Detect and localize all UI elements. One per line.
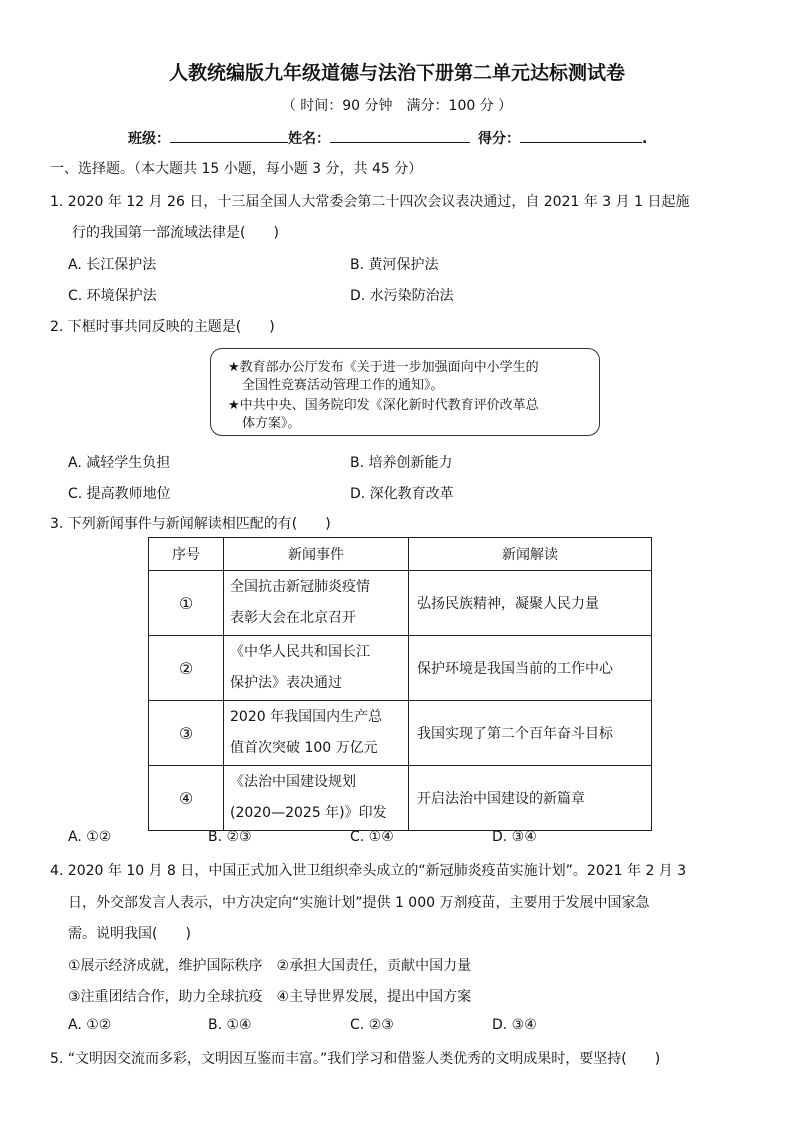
q2-box-line-4: 体方案》。 [242,416,301,431]
event-line-1: 《中华人民共和国长江 [230,644,370,660]
q3-news-table [148,537,652,831]
header-interp: 新闻解读 [409,538,652,571]
q3-stem: 3. 下列新闻事件与新闻解读相匹配的有( ) [50,516,331,532]
row-num: ② [149,636,224,701]
row-interp: 保护环境是我国当前的工作中心 [409,636,652,701]
score-label: 得分： [478,131,520,147]
table-row [149,636,652,701]
q4-option-d[interactable]: D. ③④ [492,1017,537,1033]
row-num: ① [149,571,224,636]
q4-stem-line3: 需。说明我国( ) [68,926,191,942]
q4-option-a[interactable]: A. ①② [68,1017,112,1033]
q2-box-line-2: 全国性竞赛活动管理工作的通知》。 [242,378,444,393]
q1-stem-line1: 1. 2020 年 12 月 26 日，十三届全国人大常委会第二十四次会议表决通过，自 2021 年 3 月 1 日起施 [50,194,690,210]
row-event [224,766,409,831]
event-line-1: 《法治中国建设规划 [230,774,356,790]
q4-stem-line2: 日，外交部发言人表示，中方决定向“实施计划”提供 1 000 万剂疫苗，主要用于发展中国家急 [68,895,650,911]
class-blank[interactable] [170,128,288,143]
event-line-2: (2020—2025 年)》印发 [230,805,387,821]
q2-option-a[interactable]: A. 减轻学生负担 [68,455,171,471]
event-line-2: 保护法》表决通过 [230,675,342,691]
row-num: ③ [149,701,224,766]
q5-stem: 5. “文明因交流而多彩，文明因互鉴而丰富。”我们学习和借鉴人类优秀的文明成果时，要坚持( ) [50,1051,661,1067]
row-interp: 弘扬民族精神，凝聚人民力量 [409,571,652,636]
name-blank[interactable] [330,128,470,143]
q1-option-a[interactable]: A. 长江保护法 [68,257,157,273]
table-header-row [149,538,652,571]
event-line-2: 值首次突破 100 万亿元 [230,740,378,756]
q2-news-box [210,348,600,436]
q1-option-d[interactable]: D. 水污染防治法 [350,288,454,304]
q2-box-line-3: ★中共中央、国务院印发《深化新时代教育评价改革总 [228,398,539,413]
q3-option-b[interactable]: B. ②③ [208,829,252,845]
event-line-2: 表彰大会在北京召开 [230,610,356,626]
exam-title: 人教统编版九年级道德与法治下册第二单元达标测试卷 [168,62,625,84]
end-mark: . [642,131,648,147]
table-row [149,701,652,766]
q2-stem: 2. 下框时事共同反映的主题是( ) [50,319,275,335]
q3-option-d[interactable]: D. ③④ [492,829,537,845]
q1-option-c[interactable]: C. 环境保护法 [68,288,157,304]
row-num: ④ [149,766,224,831]
row-interp: 我国实现了第二个百年奋斗目标 [409,701,652,766]
student-info-row [128,128,647,148]
q3-option-a[interactable]: A. ①② [68,829,112,845]
q3-option-c[interactable]: C. ①④ [350,829,394,845]
q2-option-d[interactable]: D. 深化教育改革 [350,486,454,502]
q4-stem-line1: 4. 2020 年 10 月 8 日，中国正式加入世卫组织牵头成立的“新冠肺炎疫苗实施计划”。2021 年 2 月 3 [50,863,687,879]
table-row [149,766,652,831]
table-row [149,571,652,636]
header-event: 新闻事件 [224,538,409,571]
row-event [224,636,409,701]
score-blank[interactable] [520,128,642,143]
q4-option-c[interactable]: C. ②③ [350,1017,394,1033]
q4-statements-2: ③注重团结合作，助力全球抗疫 ④主导世界发展，提出中国方案 [68,989,472,1005]
row-event [224,571,409,636]
q2-option-c[interactable]: C. 提高教师地位 [68,486,171,502]
row-event [224,701,409,766]
q2-option-b[interactable]: B. 培养创新能力 [350,455,453,471]
q1-option-b[interactable]: B. 黄河保护法 [350,257,439,273]
name-label: 姓名： [288,131,330,147]
event-line-1: 全国抗击新冠肺炎疫情 [230,579,370,595]
section-heading: 一、选择题。（本大题共 15 小题，每小题 3 分，共 45 分） [50,161,423,177]
q4-option-b[interactable]: B. ①④ [208,1017,252,1033]
row-interp: 开启法治中国建设的新篇章 [409,766,652,831]
event-line-1: 2020 年我国国内生产总 [230,709,383,725]
class-label: 班级： [128,131,170,147]
header-num: 序号 [149,538,224,571]
q2-box-line-1: ★教育部办公厅发布《关于进一步加强面向中小学生的 [228,360,539,375]
exam-time-score: （ 时间：90 分钟 满分：100 分 ） [281,98,513,114]
q4-statements-1: ①展示经济成就，维护国际秩序 ②承担大国责任，贡献中国力量 [68,958,472,974]
q1-stem-line2: 行的我国第一部流域法律是( ) [72,225,279,241]
